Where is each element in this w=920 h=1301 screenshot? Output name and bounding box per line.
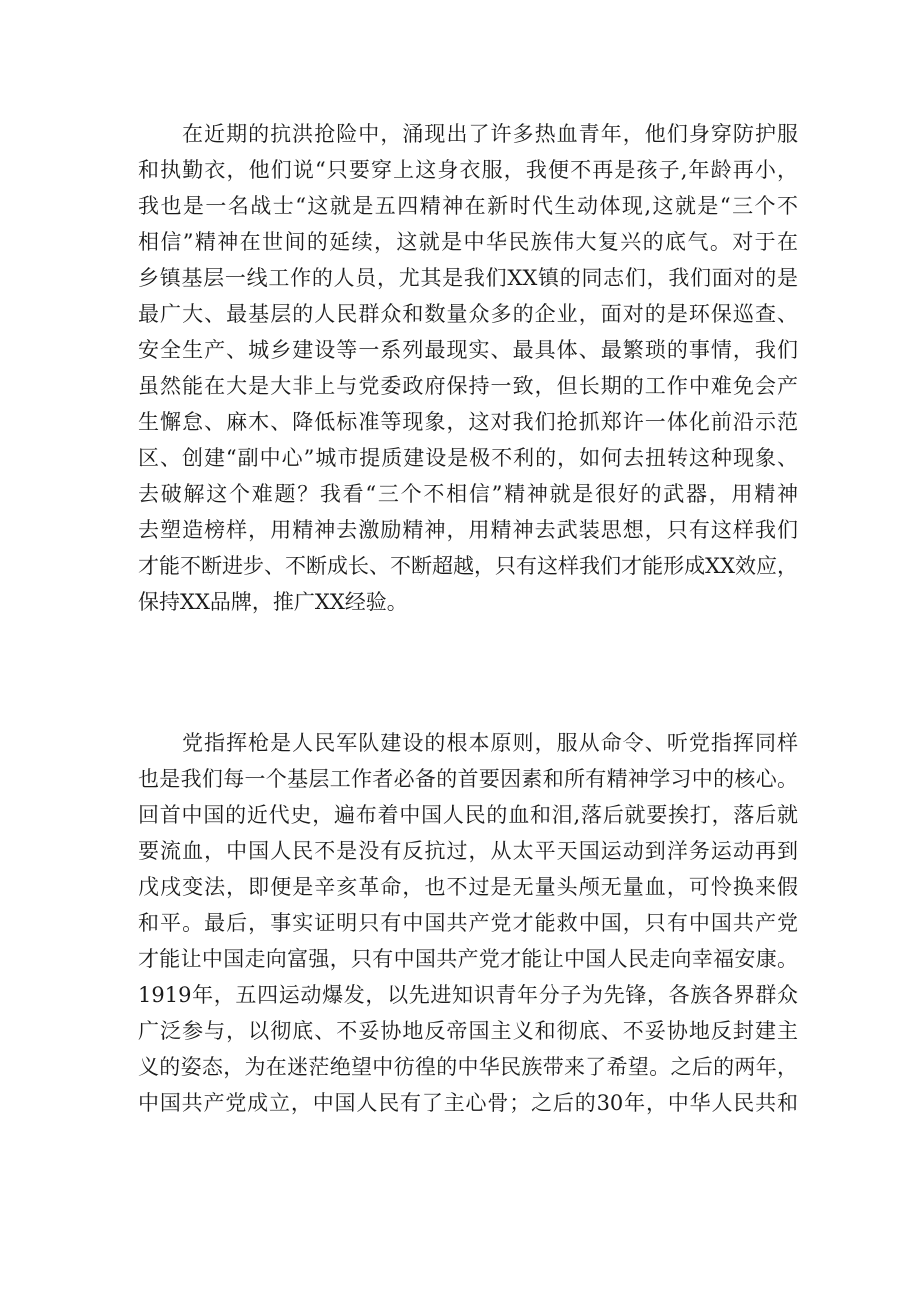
text-line: 我也是一名战士“这就是五四精神在新时代生动体现,这就是“三个不 <box>138 194 798 218</box>
text-line: 安全生产、城乡建设等一系列最现实、最具体、最繁琐的事情，我们 <box>138 338 798 362</box>
paragraph-party-command <box>138 725 798 1121</box>
text-line: 中国共产党成立，中国人民有了主心骨；之后的30年，中华人民共和 <box>138 1091 798 1115</box>
text-line: 广泛参与，以彻底、不妥协地反帝国主义和彻底、不妥协地反封建主 <box>138 1019 798 1043</box>
text-line: 在近期的抗洪抢险中，涌现出了许多热血青年，他们身穿防护服 <box>182 122 798 146</box>
text-line: 要流血，中国人民不是没有反抗过，从太平天国运动到洋务运动再到 <box>138 839 798 863</box>
paragraph-flood-relief <box>138 116 798 620</box>
text-line: 区、创建“副中心”城市提质建设是极不利的，如何去扭转这种现象、 <box>138 446 798 470</box>
text-line: 虽然能在大是大非上与党委政府保持一致，但长期的工作中难免会产 <box>138 374 798 398</box>
text-line: 和执勤衣，他们说“只要穿上这身衣服，我便不再是孩子,年龄再小， <box>138 158 798 182</box>
text-line: 相信”精神在世间的延续，这就是中华民族伟大复兴的底气。对于在 <box>138 230 798 254</box>
text-line: 去破解这个难题？我看“三个不相信”精神就是很好的武器，用精神 <box>138 482 798 506</box>
text-line: 1919年，五四运动爆发，以先进知识青年分子为先锋，各族各界群众 <box>138 983 798 1007</box>
text-line: 也是我们每一个基层工作者必备的首要因素和所有精神学习中的核心。 <box>138 767 798 791</box>
text-line: 保持XX品牌，推广XX经验。 <box>138 590 408 614</box>
text-line: 才能让中国走向富强，只有中国共产党才能让中国人民走向幸福安康。 <box>138 947 798 971</box>
text-line: 乡镇基层一线工作的人员，尤其是我们XX镇的同志们，我们面对的是 <box>138 266 798 290</box>
text-line: 党指挥枪是人民军队建设的根本原则，服从命令、听党指挥同样 <box>182 731 798 755</box>
text-line: 和平。最后，事实证明只有中国共产党才能救中国，只有中国共产党 <box>138 911 798 935</box>
text-line: 生懈怠、麻木、降低标准等现象，这对我们抢抓郑许一体化前沿示范 <box>138 410 798 434</box>
text-line: 最广大、最基层的人民群众和数量众多的企业，面对的是环保巡查、 <box>138 302 798 326</box>
text-line: 戊戌变法，即便是辛亥革命，也不过是无量头颅无量血，可怜换来假 <box>138 875 798 899</box>
text-line: 去塑造榜样，用精神去激励精神，用精神去武装思想，只有这样我们 <box>138 518 798 542</box>
text-line: 回首中国的近代史，遍布着中国人民的血和泪,落后就要挨打，落后就 <box>138 803 798 827</box>
text-line: 才能不断进步、不断成长、不断超越，只有这样我们才能形成XX效应， <box>138 554 798 578</box>
text-line: 义的姿态，为在迷茫绝望中彷徨的中华民族带来了希望。之后的两年， <box>138 1055 798 1079</box>
